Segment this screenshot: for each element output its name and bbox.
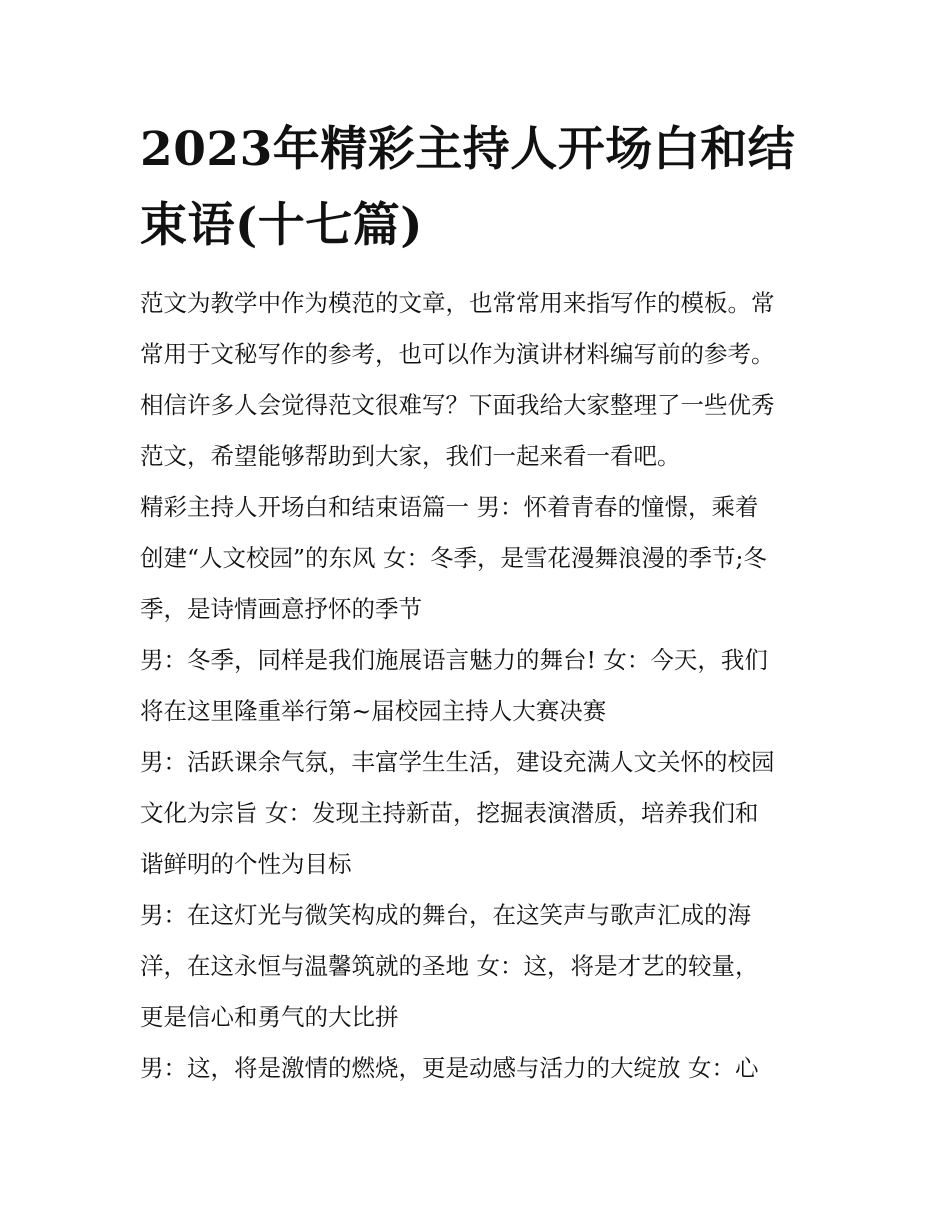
body-line: 精彩主持人开场白和结束语篇一 男：怀着青春的憧憬，乘着 xyxy=(140,493,759,521)
body-line: 男：在这灯光与微笑构成的舞台，在这笑声与歌声汇成的海 xyxy=(140,901,751,929)
document-title xyxy=(140,112,820,264)
body-line: 创建“人文校园”的东风 女：冬季，是雪花漫舞浪漫的季节;冬 xyxy=(140,544,767,572)
body-line: 季，是诗情画意抒怀的季节 xyxy=(140,595,422,623)
body-line: 男：这，将是激情的燃烧，更是动感与活力的大绽放 女：心 xyxy=(140,1054,759,1082)
body-line: 范文，希望能够帮助到大家，我们一起来看一看吧。 xyxy=(140,442,681,470)
body-line: 更是信心和勇气的大比拼 xyxy=(140,1003,399,1031)
body-line: 男：冬季，同样是我们施展语言魅力的舞台! 女：今天，我们 xyxy=(140,646,768,674)
body-line: 相信许多人会觉得范文很难写？下面我给大家整理了一些优秀 xyxy=(140,391,775,419)
document-body xyxy=(140,278,830,1094)
body-line: 谐鲜明的个性为目标 xyxy=(140,850,352,878)
body-line: 将在这里隆重举行第~届校园主持人大赛决赛 xyxy=(140,697,607,725)
body-line: 常用于文秘写作的参考，也可以作为演讲材料编写前的参考。 xyxy=(140,340,775,368)
title-line: 2023年精彩主持人开场白和结 xyxy=(140,122,796,177)
body-line: 洋，在这永恒与温馨筑就的圣地 女：这，将是才艺的较量， xyxy=(140,952,759,980)
body-line: 男：活跃课余气氛，丰富学生生活，建设充满人文关怀的校园 xyxy=(140,748,775,776)
body-line: 范文为教学中作为模范的文章，也常常用来指写作的模板。常 xyxy=(140,289,775,317)
title-line: 束语(十七篇) xyxy=(140,198,423,253)
body-line: 文化为宗旨 女：发现主持新苗，挖掘表演潜质，培养我们和 xyxy=(140,799,759,827)
